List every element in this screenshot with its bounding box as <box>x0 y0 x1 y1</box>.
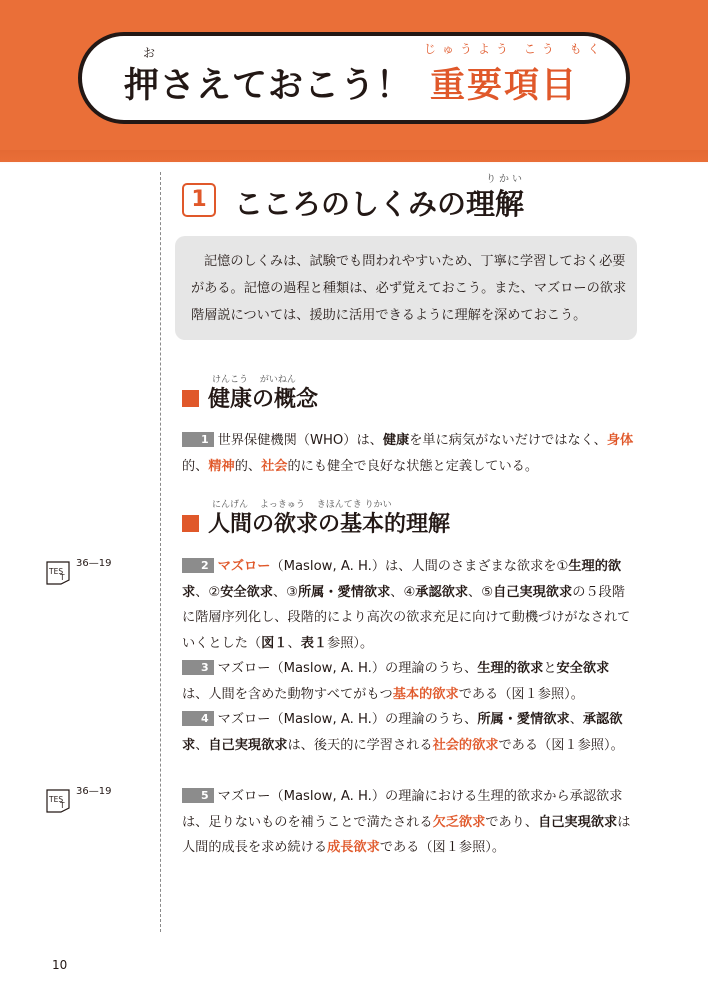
section-title: こころのしくみの理解 <box>234 187 525 221</box>
item-text: 的にも健全で良好な状態と定義している。 <box>287 458 539 474</box>
item-text: である（図１参照）。 <box>379 840 506 855</box>
key-term: 社会的欲求 <box>432 737 499 753</box>
key-term: 成長欲求 <box>327 840 380 855</box>
item-number-badge: 3 <box>182 660 214 675</box>
svg-text:TES: TES <box>49 567 64 576</box>
bold-term: 安全欲求 <box>220 584 273 600</box>
item-text: である（図１参照）。 <box>498 737 624 753</box>
test-icon <box>44 560 72 586</box>
svg-text:T: T <box>60 573 65 582</box>
bold-term: 健康 <box>382 433 410 448</box>
item-text: 的、 <box>234 458 262 474</box>
key-term: 基本的欲求 <box>392 686 459 702</box>
banner-shadow <box>0 150 708 164</box>
needs-subhead-ruby: にんげん よっきゅう きほんてき りかい <box>212 500 392 510</box>
list-item <box>182 707 634 758</box>
list-item <box>182 784 634 861</box>
item-text: 、② <box>195 584 221 600</box>
key-term: マズロー <box>217 559 271 574</box>
subhead-needs <box>182 507 450 538</box>
item-text: 参照）。 <box>327 635 374 651</box>
item-text: と <box>543 661 557 676</box>
item-text: 、 <box>287 635 301 651</box>
item-text: 、④ <box>390 584 416 600</box>
test-icon <box>44 788 72 814</box>
svg-text:TES: TES <box>49 795 64 804</box>
bold-term: 表１ <box>300 635 328 651</box>
bold-term: 承認欲求 <box>182 712 623 753</box>
headline-accent: 重要項目 <box>430 66 579 106</box>
item-text: 、③ <box>272 584 298 600</box>
title-accent-ruby: じゅうよう こう もく <box>424 42 606 56</box>
bold-term: 承認欲求 <box>415 584 469 600</box>
item-text: は、人間を含めた動物すべてがもつ <box>182 686 393 702</box>
item-text: である（図１参照）。 <box>458 686 584 702</box>
item-text: 世界保健機関（WHO）は、 <box>217 433 383 448</box>
bold-term: 自己実現欲求 <box>493 584 573 600</box>
intro-line: がある。記憶の過程と種類は、必ず覚えておこう。また、マズローの欲求 <box>191 281 627 296</box>
item-text: マズロー（Maslow, A. H.）の理論のうち、 <box>217 712 478 727</box>
item-text: は人間的成長を求め続ける <box>182 814 631 855</box>
square-bullet-icon <box>182 390 199 407</box>
subhead-health <box>182 382 318 413</box>
bold-term: 生理的欲求 <box>477 661 544 676</box>
list-item <box>182 554 634 656</box>
item-text: の５段階に階層序列化し、段階的により高次の欲求充足に向けて動機づけがなされていくとした（ <box>182 584 631 651</box>
test-reference: 36—19 <box>76 558 112 569</box>
svg-text:T: T <box>60 801 65 810</box>
subhead-needs-text: 人間の欲求の基本的理解 <box>208 512 451 537</box>
bold-term: 所属・愛情欲求 <box>297 584 391 600</box>
item-text: を単に病気がないだけではなく、 <box>409 433 607 448</box>
square-bullet-icon <box>182 515 199 532</box>
item-text: 的、 <box>182 458 209 474</box>
item-number-badge: 1 <box>182 432 214 447</box>
intro-line: 記憶のしくみは、試験でも問われやすいため、丁寧に学習しておく必要 <box>204 254 626 269</box>
item-text: 、 <box>569 712 583 727</box>
bold-term: 安全欲求 <box>556 661 610 676</box>
key-term: 欠乏欲求 <box>432 814 486 830</box>
margin-divider <box>160 172 161 932</box>
title-main-ruby: お <box>143 46 156 60</box>
key-term: 身体 <box>606 433 634 448</box>
item-number-badge: 4 <box>182 711 214 726</box>
bold-term: 図１ <box>261 635 288 651</box>
item-text: 、⑤ <box>468 584 494 600</box>
item-text: マズロー（Maslow, A. H.）の理論のうち、 <box>217 661 478 676</box>
list-item <box>182 428 634 479</box>
item-text: であり、 <box>485 814 539 830</box>
bold-term: 自己実現欲求 <box>538 814 618 830</box>
health-subhead-ruby: けんこう がいねん <box>212 375 296 385</box>
test-reference: 36—19 <box>76 786 112 797</box>
item-number-badge: 5 <box>182 788 214 803</box>
intro-line: 階層説については、援助に活用できるように理解を深めておこう。 <box>191 308 587 323</box>
key-term: 精神 <box>208 458 235 474</box>
item-text: 、 <box>195 737 209 753</box>
key-term: 社会 <box>261 458 288 474</box>
section-title-ruby: りかい <box>486 174 525 185</box>
subhead-health-text: 健康の概念 <box>208 387 319 412</box>
item-text: （Maslow, A. H.）は、人間のさまざまな欲求を① <box>270 559 569 574</box>
bold-term: 生理的欲求 <box>182 559 622 600</box>
bold-term: 自己実現欲求 <box>208 737 288 753</box>
item-text: は、後天的に学習される <box>287 737 433 753</box>
headline-main: 押さえておこう！ <box>124 66 413 106</box>
intro-text <box>191 248 633 329</box>
page-number: 10 <box>52 958 68 972</box>
item-number-badge: 2 <box>182 558 214 573</box>
item-text: マズロー（Maslow, A. H.）の理論における生理的欲求から承認欲求は、足りないものを補うことで満たされる <box>182 789 623 830</box>
section-number: 1 <box>182 183 216 217</box>
bold-term: 所属・愛情欲求 <box>477 712 570 727</box>
list-item <box>182 656 634 707</box>
page-headline <box>124 58 578 128</box>
